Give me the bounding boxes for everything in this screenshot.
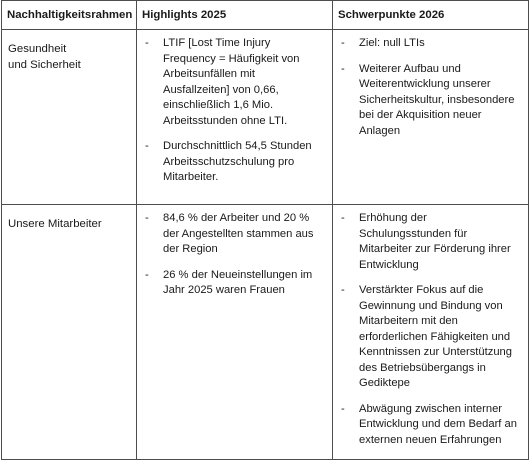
bullet-dash: - (341, 284, 345, 296)
item-line: erforderlichen Fähigkeiten und (359, 330, 511, 343)
highlight-item (145, 36, 326, 129)
area-cell (2, 30, 137, 205)
highlight-item (145, 268, 326, 299)
focus-list (333, 205, 528, 448)
item-line: Kenntnissen zur Unterstützung (359, 346, 512, 358)
item-line: Weiterer Aufbau und (359, 62, 461, 75)
area-label (2, 205, 136, 232)
header-highlights: Highlights 2025 (142, 9, 227, 21)
highlight-item (145, 139, 326, 186)
bullet-dash: - (145, 268, 149, 281)
item-line: Mitarbeiter. (163, 171, 219, 183)
bullet-dash: - (145, 140, 149, 152)
table-row-employees (2, 205, 529, 460)
item-line: Entwicklung und dem Bedarf an (359, 418, 517, 430)
focus-item (341, 36, 522, 52)
item-line: Sicherheitskultur, insbesondere (359, 93, 515, 106)
bullet-dash: - (341, 37, 345, 49)
focus-list (333, 30, 528, 139)
focus-cell (333, 30, 529, 205)
sustainability-table (1, 0, 529, 460)
item-line: der Angestellten stammen aus (163, 227, 314, 240)
item-line: Arbeitsunfällen mit (163, 68, 256, 80)
area-label (2, 30, 136, 73)
header-focus: Schwerpunkte 2026 (338, 9, 445, 21)
item-line: Gewinnung und Bindung von (359, 299, 503, 312)
highlights-list (137, 205, 332, 299)
item-line: Mitarbeiter zur Förderung ihrer (359, 243, 511, 255)
item-line: Entwicklung (359, 258, 419, 271)
item-line: Schulungsstunden für (359, 227, 468, 240)
item-line: Mitarbeitern mit den (359, 315, 458, 327)
focus-item (341, 211, 522, 273)
header-cell-focus (333, 1, 529, 30)
header-framework: Nachhaltigkeitsrahmen (7, 9, 133, 21)
item-line: Verstärkter Fokus auf die (359, 284, 484, 296)
area-cell (2, 205, 137, 460)
area-label-line: Gesundheit (8, 43, 67, 55)
item-line: Gediktepe (359, 377, 410, 389)
item-line: Abwägung zwischen interner (359, 402, 503, 415)
item-line: Durchschnittlich 54,5 Stunden (163, 140, 312, 152)
focus-cell (333, 205, 529, 460)
header-cell-highlights (137, 1, 333, 30)
focus-item (341, 62, 522, 140)
item-line: einschließlich 1,6 Mio. (163, 99, 274, 111)
table-row-health-safety (2, 30, 529, 205)
item-line: Jahr 2025 waren Frauen (163, 284, 285, 296)
header-row (2, 1, 529, 30)
focus-item (341, 402, 522, 449)
item-line: Weiterentwicklung unserer (359, 78, 491, 90)
highlights-list (137, 30, 332, 186)
highlights-cell (137, 205, 333, 460)
bullet-dash: - (145, 212, 149, 224)
highlight-item (145, 211, 326, 258)
item-line: Ziel: null LTIs (359, 37, 425, 49)
bullet-dash: - (341, 212, 345, 224)
item-line: LTIF [Lost Time Injury (163, 37, 271, 49)
item-line: des Betriebsübergangs in (359, 361, 486, 374)
item-line: Arbeitsstunden ohne LTI. (163, 114, 288, 127)
item-line: externen neuen Erfahrungen (359, 433, 502, 446)
item-line: Arbeitsschutzschulung pro (163, 155, 295, 168)
item-line: der Region (163, 243, 218, 255)
item-line: Frequency = Häufigkeit von (163, 52, 300, 65)
bullet-dash: - (341, 62, 345, 75)
area-label-line: Unsere Mitarbeiter (8, 218, 102, 230)
item-line: Anlagen (359, 124, 401, 137)
area-label-line: und Sicherheit (8, 59, 81, 71)
item-line: 26 % der Neueinstellungen im (163, 268, 313, 281)
item-line: Ausfallzeiten] von 0,66, (163, 83, 279, 96)
bullet-dash: - (145, 37, 149, 49)
header-cell-framework (2, 1, 137, 30)
bullet-dash: - (341, 402, 345, 415)
item-line: bei der Akquisition neuer (359, 109, 482, 121)
highlights-cell (137, 30, 333, 205)
item-line: 84,6 % der Arbeiter und 20 % (163, 212, 310, 224)
item-line: Erhöhung der (359, 212, 427, 224)
focus-item (341, 283, 522, 392)
